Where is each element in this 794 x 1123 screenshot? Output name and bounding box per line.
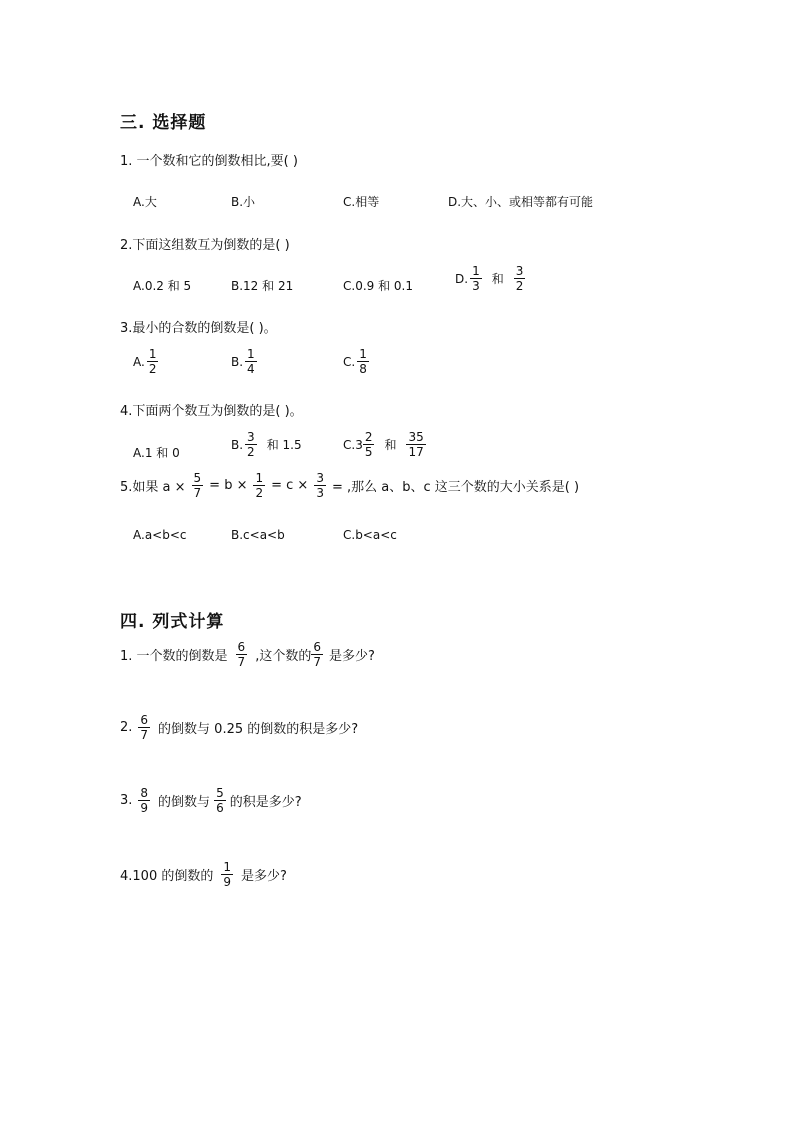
fraction-denominator: 17 — [408, 445, 424, 459]
q5-option-a: A.a<b<c — [133, 528, 187, 542]
fraction-numerator: 1 — [247, 347, 255, 361]
calc-q4-part-1: 4.100 的倒数的 — [120, 869, 214, 884]
fraction-denominator: 2 — [148, 362, 157, 376]
fraction-numerator: 2 — [364, 430, 373, 444]
calc-q3-part-3: 的积是多少? — [229, 795, 302, 810]
calc-q1 — [120, 640, 375, 669]
calc-q3-part-1: 3. — [120, 793, 133, 808]
calc-q4-fraction-1 — [221, 860, 233, 889]
q4-option-b-rest: 和 1.5 — [266, 438, 302, 452]
fraction-denominator: 6 — [216, 801, 224, 815]
q1-text: 1. 一个数和它的倒数相比,要( ) — [120, 154, 298, 169]
q5-fraction-3 — [314, 471, 326, 500]
q4-option-c-and: 和 — [384, 438, 397, 452]
fraction-numerator: 1 — [255, 471, 264, 485]
calc-q1-fraction-2 — [311, 640, 323, 669]
fraction-denominator: 2 — [247, 445, 255, 459]
q3-option-c — [343, 347, 371, 376]
fraction-denominator: 9 — [140, 801, 149, 815]
calc-q1-part-2: ,这个数的 — [255, 649, 312, 664]
fraction-numerator: 1 — [148, 347, 157, 361]
q2-option-a: A.0.2 和 5 — [133, 279, 192, 293]
q3-option-a — [133, 347, 160, 376]
section-4-title: 四. 列式计算 — [120, 612, 225, 632]
calc-q2-part-2: 的倒数与 0.25 的倒数的积是多少? — [158, 722, 359, 737]
q3-option-c-prefix: C. — [343, 354, 356, 369]
q5-part-3: = c × — [271, 478, 309, 493]
fraction-denominator: 3 — [316, 486, 324, 500]
q3-option-b-prefix: B. — [231, 354, 244, 369]
fraction-denominator: 3 — [472, 279, 480, 293]
fraction-denominator: 9 — [223, 875, 231, 889]
q5-option-c: C.b<a<c — [343, 528, 397, 542]
fraction-numerator: 3 — [316, 471, 324, 485]
fraction-denominator: 2 — [255, 486, 264, 500]
calc-q3 — [120, 786, 302, 815]
q4-option-c-prefix: C.3 — [343, 437, 363, 452]
q5-part-4: = ,那么 a、b、c 这三个数的大小关系是( ) — [331, 480, 580, 495]
calc-q2-part-1: 2. — [120, 720, 133, 735]
fraction-denominator: 7 — [237, 655, 246, 669]
q3-option-b-fraction — [245, 347, 257, 376]
calc-q2-fraction-1 — [138, 713, 150, 742]
q5-fraction-2 — [253, 471, 265, 500]
q4-option-a: A.1 和 0 — [133, 446, 180, 460]
q4-option-b — [231, 430, 302, 459]
fraction-denominator: 7 — [193, 486, 202, 500]
calc-q4-part-2: 是多少? — [241, 869, 287, 884]
fraction-denominator: 2 — [515, 279, 524, 293]
calc-q3-fraction-1 — [138, 786, 150, 815]
q5-fraction-1 — [192, 471, 204, 500]
fraction-numerator: 8 — [140, 786, 149, 800]
fraction-numerator: 6 — [237, 640, 246, 654]
q4-option-b-fraction — [245, 430, 257, 459]
fraction-numerator: 6 — [140, 713, 149, 727]
calc-q3-part-2: 的倒数与 — [158, 795, 211, 810]
fraction-numerator: 5 — [216, 786, 224, 800]
fraction-numerator: 3 — [247, 430, 255, 444]
fraction-denominator: 7 — [313, 655, 321, 669]
fraction-numerator: 35 — [408, 430, 424, 444]
fraction-denominator: 8 — [359, 362, 367, 376]
q2-option-c: C.0.9 和 0.1 — [343, 279, 413, 293]
q1-option-b: B.小 — [231, 195, 256, 209]
q3-text: 3.最小的合数的倒数是( )。 — [120, 321, 277, 336]
calc-q3-fraction-2 — [214, 786, 226, 815]
q3-option-a-prefix: A. — [133, 354, 145, 369]
calc-q1-part-1: 1. 一个数的倒数是 — [120, 649, 228, 664]
fraction-numerator: 1 — [472, 264, 480, 278]
fraction-denominator: 5 — [364, 445, 373, 459]
fraction-numerator: 5 — [193, 471, 202, 485]
fraction-denominator: 7 — [140, 728, 149, 742]
calc-q4 — [120, 860, 287, 889]
q3-option-b — [231, 347, 259, 376]
q4-option-c-fraction-2 — [406, 430, 425, 459]
q4-option-c-fraction-1 — [363, 430, 375, 459]
q4-text: 4.下面两个数互为倒数的是( )。 — [120, 404, 303, 419]
q5-text — [120, 471, 579, 500]
section-3-title: 三. 选择题 — [120, 113, 207, 133]
fraction-numerator: 3 — [515, 264, 524, 278]
fraction-numerator: 1 — [359, 347, 367, 361]
q3-option-a-fraction — [147, 347, 159, 376]
q2-option-d-fraction-2 — [514, 264, 526, 293]
q1-option-d: D.大、小、或相等都有可能 — [448, 195, 594, 209]
q4-option-b-prefix: B. — [231, 437, 244, 452]
q5-part-1: 5.如果 a × — [120, 480, 186, 495]
calc-q1-fraction-1 — [236, 640, 248, 669]
q2-text: 2.下面这组数互为倒数的是( ) — [120, 238, 290, 253]
q1-option-c: C.相等 — [343, 195, 380, 209]
q3-option-c-fraction — [357, 347, 369, 376]
calc-q2 — [120, 713, 358, 742]
calc-q1-part-3: 是多少? — [328, 649, 375, 664]
q4-option-c — [343, 430, 428, 459]
fraction-numerator: 1 — [223, 860, 231, 874]
q2-option-d — [455, 264, 527, 293]
fraction-numerator: 6 — [313, 640, 321, 654]
q2-option-b: B.12 和 21 — [231, 279, 294, 293]
q2-option-d-fraction-1 — [470, 264, 482, 293]
q2-option-d-and: 和 — [491, 272, 504, 286]
q5-part-2: = b × — [209, 478, 248, 493]
fraction-denominator: 4 — [247, 362, 255, 376]
q1-option-a: A.大 — [133, 195, 157, 209]
q5-option-b: B.c<a<b — [231, 528, 285, 542]
q2-option-d-prefix: D. — [455, 271, 469, 286]
